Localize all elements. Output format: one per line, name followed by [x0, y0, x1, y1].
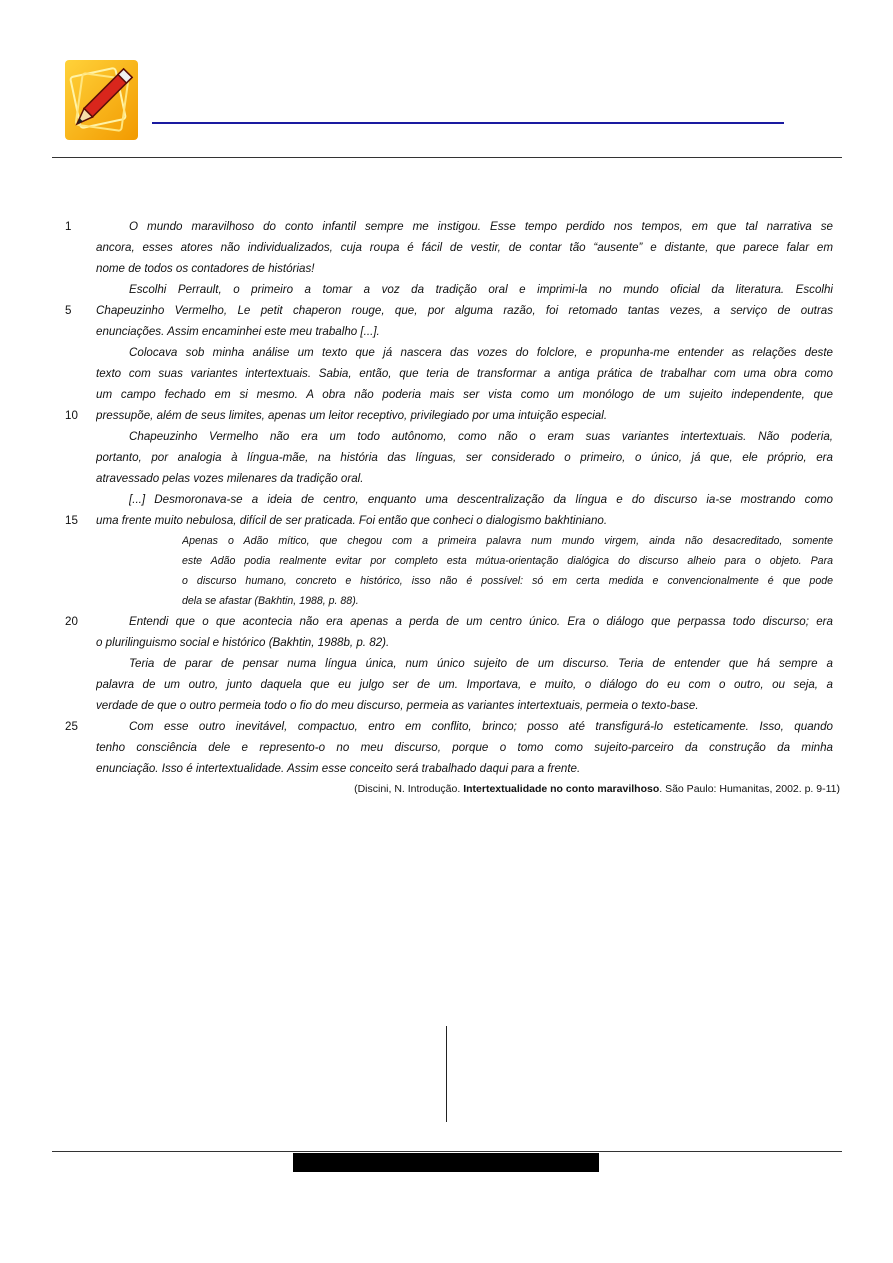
- line-text: Teria de parar de pensar numa língua única, num único sujeito de um discurso. Teria de entender que há sempre a: [129, 657, 833, 670]
- line-text: Colocava sob minha análise um texto que já nascera das vozes do folclore, e propunha-me entender as relações deste: [129, 346, 833, 359]
- text-line: [40, 216, 840, 237]
- text-line: [40, 758, 840, 779]
- line-text: Entendi que o que acontecia não era apenas a perda de um centro único. Era o diálogo que perpassa todo discurso; era: [129, 615, 833, 628]
- text-excerpt: [40, 216, 840, 779]
- text-line: [40, 737, 840, 758]
- text-line: [40, 632, 840, 653]
- line-text: tenho consciência dele e represento-o no meu discurso, porque o tomo como sujeito-parceiro da construção da minha: [96, 741, 833, 754]
- line-text: uma frente muito nebulosa, difícil de ser praticada. Foi então que conheci o dialogismo bakhtiniano.: [96, 514, 608, 527]
- text-line: [40, 342, 840, 363]
- line-text: ancora, esses atores não individualizados, cuja roupa é fácil de vestir, de contar tão “ausente” e distante, que parece falar em: [96, 241, 833, 254]
- line-number: 15: [65, 514, 78, 527]
- line-number: 5: [65, 304, 72, 317]
- line-text: o discurso humano, concreto e histórico, isso não é possível: só em certa medida e convencionalmente é que pode: [182, 575, 833, 587]
- text-line: [40, 611, 840, 632]
- text-line: [40, 695, 840, 716]
- pencil-logo-icon: [65, 60, 138, 140]
- quote-line: [40, 531, 840, 551]
- text-line: [40, 489, 840, 510]
- source-prefix: (Discini, N. Introdução.: [354, 783, 464, 795]
- quote-line: [40, 551, 840, 571]
- redacted-bar: [293, 1153, 599, 1172]
- line-text: O mundo maravilhoso do conto infantil sempre me instigou. Esse tempo perdido nos tempos, em que tal narrativa se: [129, 220, 833, 233]
- line-number: 25: [65, 720, 78, 733]
- column-divider: [446, 1026, 447, 1122]
- text-line: [40, 384, 840, 405]
- top-rule: [52, 157, 842, 158]
- line-text: nome de todos os contadores de histórias!: [96, 262, 315, 275]
- text-line: [40, 405, 840, 426]
- source-title: Intertextualidade no conto maravilhoso: [463, 783, 660, 795]
- line-text: Chapeuzinho Vermelho, Le petit chaperon rouge, que, por alguma razão, foi retomado tantas vezes, a serviço de outras: [96, 304, 833, 317]
- line-text: verdade de que o outro permeia todo o fio do meu discurso, permeia as variantes intertextuais, permeia o texto-base.: [96, 699, 699, 712]
- text-line: [40, 363, 840, 384]
- text-line: [40, 321, 840, 342]
- text-line: [40, 237, 840, 258]
- line-text: palavra de um outro, junto daquela que eu julgo ser de um. Importava, e muito, o diálogo do eu com o outro, ou seja, a: [96, 678, 833, 691]
- line-text: pressupõe, além de seus limites, apenas um leitor receptivo, privilegiado por uma intuição especial.: [96, 409, 608, 422]
- source-citation: [40, 783, 840, 795]
- text-line: [40, 300, 840, 321]
- quote-line: [40, 571, 840, 591]
- line-number: 20: [65, 615, 78, 628]
- text-line: [40, 716, 840, 737]
- line-text: Apenas o Adão mítico, que chegou com a primeira palavra num mundo virgem, ainda não desacreditado, somente: [182, 535, 833, 547]
- line-text: atravessado pelas vozes milenares da tradição oral.: [96, 472, 364, 485]
- line-text: texto com suas variantes intertextuais. Sabia, então, que teria de transformar a antiga prática de trabalhar com uma obra como: [96, 367, 833, 380]
- quote-line: [40, 591, 840, 611]
- bottom-rule: [52, 1151, 842, 1152]
- text-line: [40, 468, 840, 489]
- text-line: [40, 279, 840, 300]
- text-line: [40, 447, 840, 468]
- line-text: enunciações. Assim encaminhei este meu trabalho [...].: [96, 325, 380, 338]
- line-number: 1: [65, 220, 72, 233]
- line-text: Chapeuzinho Vermelho não era um todo autônomo, como não o eram suas variantes intertextuais. Não poderia,: [129, 430, 833, 443]
- line-text: [...] Desmoronava-se a ideia de centro, enquanto uma descentralização da língua e do discurso ia-se mostrando como: [129, 493, 833, 506]
- line-text: Com esse outro inevitável, compactuo, entro em conflito, brinco; posso até transfigurá-lo esteticamente. Isso, quando: [129, 720, 833, 733]
- line-text: o plurilinguismo social e histórico (Bakhtin, 1988b, p. 82).: [96, 636, 390, 649]
- line-text: portanto, por analogia à língua-mãe, na história das línguas, ser considerado o primeiro, o único, já que, ele próprio, era: [96, 451, 833, 464]
- header-underline: [152, 122, 784, 124]
- line-text: enunciação. Isso é intertextualidade. Assim esse conceito será trabalhado daqui para a frente.: [96, 762, 581, 775]
- line-text: um campo fechado em si mesmo. A obra não poderia mais ser vista como um monólogo de um sujeito independente, que: [96, 388, 833, 401]
- source-suffix: . São Paulo: Humanitas, 2002. p. 9-11): [659, 783, 840, 795]
- line-text: dela se afastar (Bakhtin, 1988, p. 88).: [182, 595, 359, 607]
- line-text: Escolhi Perrault, o primeiro a tomar a voz da tradição oral e imprimi-la no mundo oficial da literatura. Escolhi: [129, 283, 833, 296]
- text-line: [40, 674, 840, 695]
- text-line: [40, 258, 840, 279]
- line-number: 10: [65, 409, 78, 422]
- text-line: [40, 510, 840, 531]
- text-line: [40, 426, 840, 447]
- line-text: este Adão podia realmente evitar por completo esta mútua-orientação dialógica do discurso alheio para o objeto. Para: [182, 555, 833, 567]
- text-line: [40, 653, 840, 674]
